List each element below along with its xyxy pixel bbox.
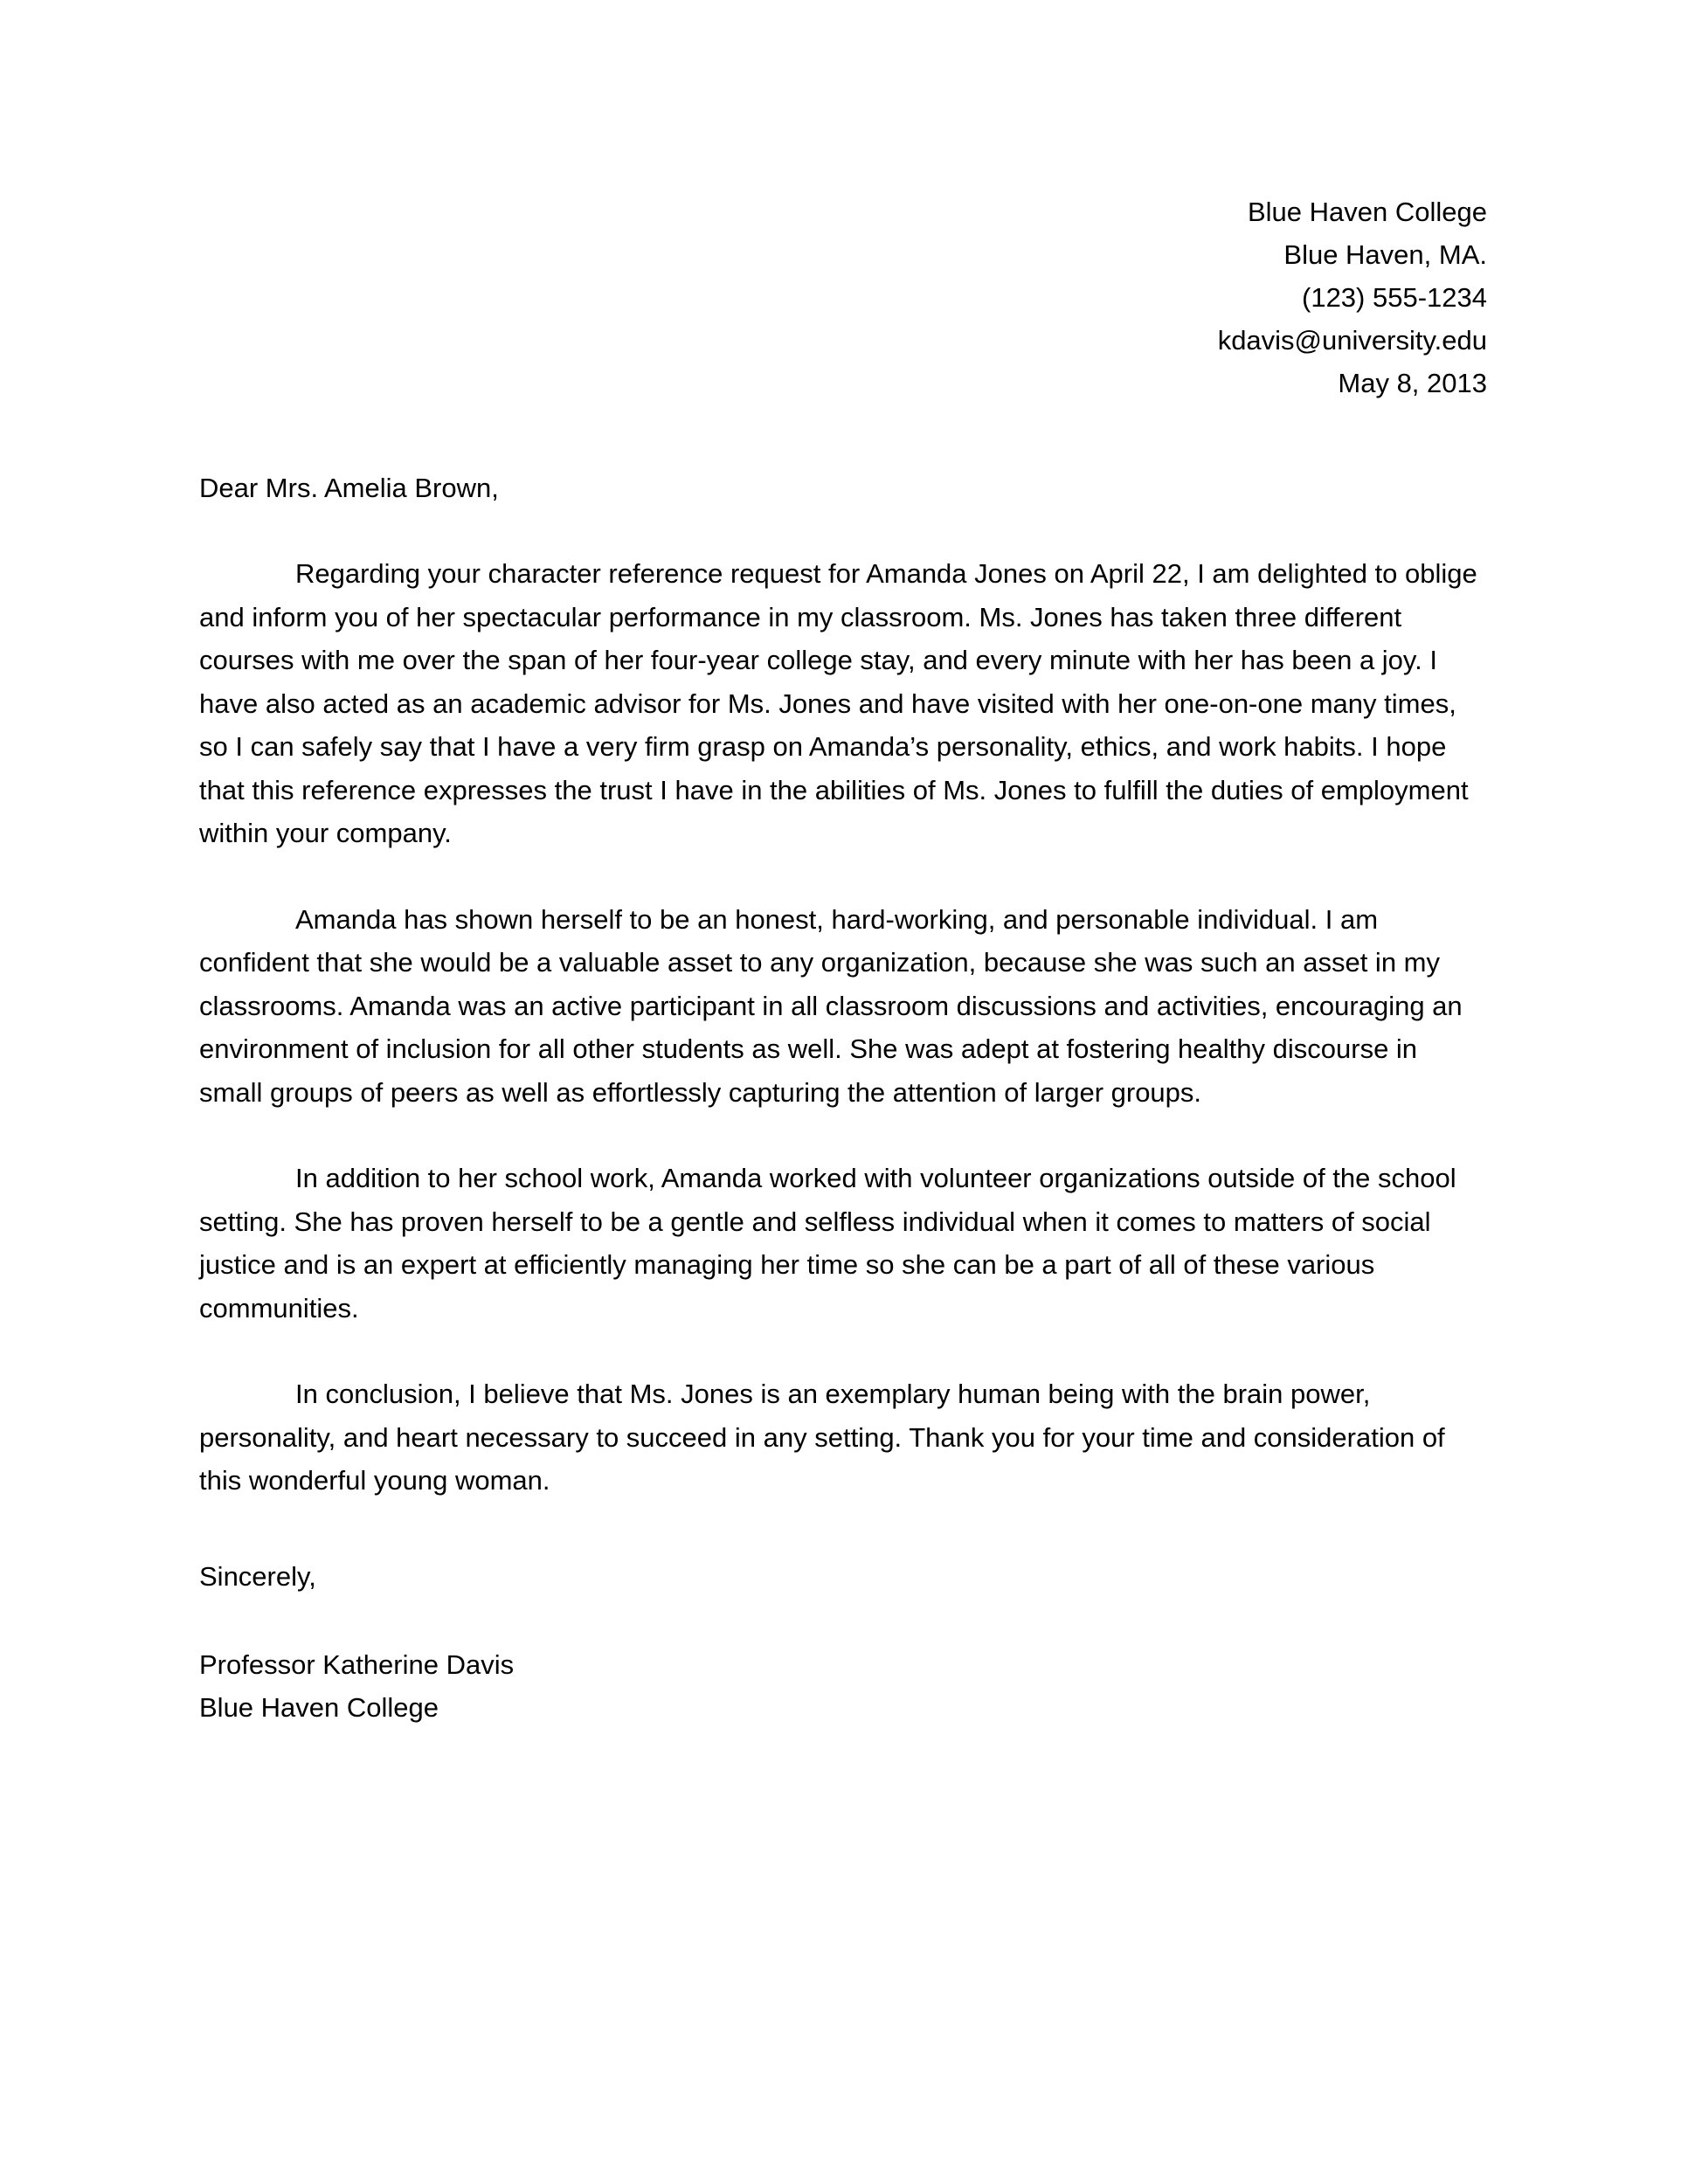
letterhead-block — [199, 190, 1487, 404]
sender-phone: (123) 555-1234 — [1302, 282, 1487, 313]
letter-content — [199, 0, 1487, 1729]
sender-organization: Blue Haven College — [1247, 197, 1487, 227]
letter-date: May 8, 2013 — [1338, 368, 1487, 398]
signature-block — [199, 1643, 1487, 1729]
salutation: Dear Mrs. Amelia Brown, — [199, 473, 499, 503]
body-paragraph-4: In conclusion, I believe that Ms. Jones is an exemplary human being with the brain power, personality, and heart necessary to succeed in any setting. Thank you for your time and consideration of this wonderful young woman. — [199, 1379, 1445, 1496]
body-paragraph-3: In addition to her school work, Amanda worked with volunteer organizations outside of the school setting. She has proven herself to be a gentle and selfless individual when it comes to matters of social justice and is an expert at efficiently managing her time so she can be a part of all of these various communities. — [199, 1163, 1456, 1324]
signer-organization: Blue Haven College — [199, 1691, 439, 1723]
body-paragraph-1: Regarding your character reference request for Amanda Jones on April 22, I am delighted to oblige and inform you of her spectacular performance in my classroom. Ms. Jones has taken three different courses with me over the span of her four-year college stay, and every minute with her has been a joy. I have also acted as an academic advisor for Ms. Jones and have visited with her one-on-one many times, so I can safely say that I have a very firm grasp on Amanda’s personality, ethics, and work habits. I hope that this reference expresses the trust I have in the abilities of Ms. Jones to fulfill the duties of employment within your company. — [199, 558, 1477, 848]
sender-email: kdavis@university.edu — [1217, 325, 1487, 356]
signer-name: Professor Katherine Davis — [199, 1648, 515, 1680]
body-paragraph-2: Amanda has shown herself to be an honest, hard-working, and personable individual. I am confident that she would be a valuable asset to any organization, because she was such an asset in my classrooms. Amanda was an active participant in all classroom discussions and activities, encouraging an environment of inclusion for all other students as well. She was adept at fostering healthy discourse in small groups of peers as well as effortlessly capturing the attention of larger groups. — [199, 903, 1463, 1108]
closing-line: Sincerely, — [199, 1560, 316, 1592]
sender-location: Blue Haven, MA. — [1283, 239, 1487, 270]
